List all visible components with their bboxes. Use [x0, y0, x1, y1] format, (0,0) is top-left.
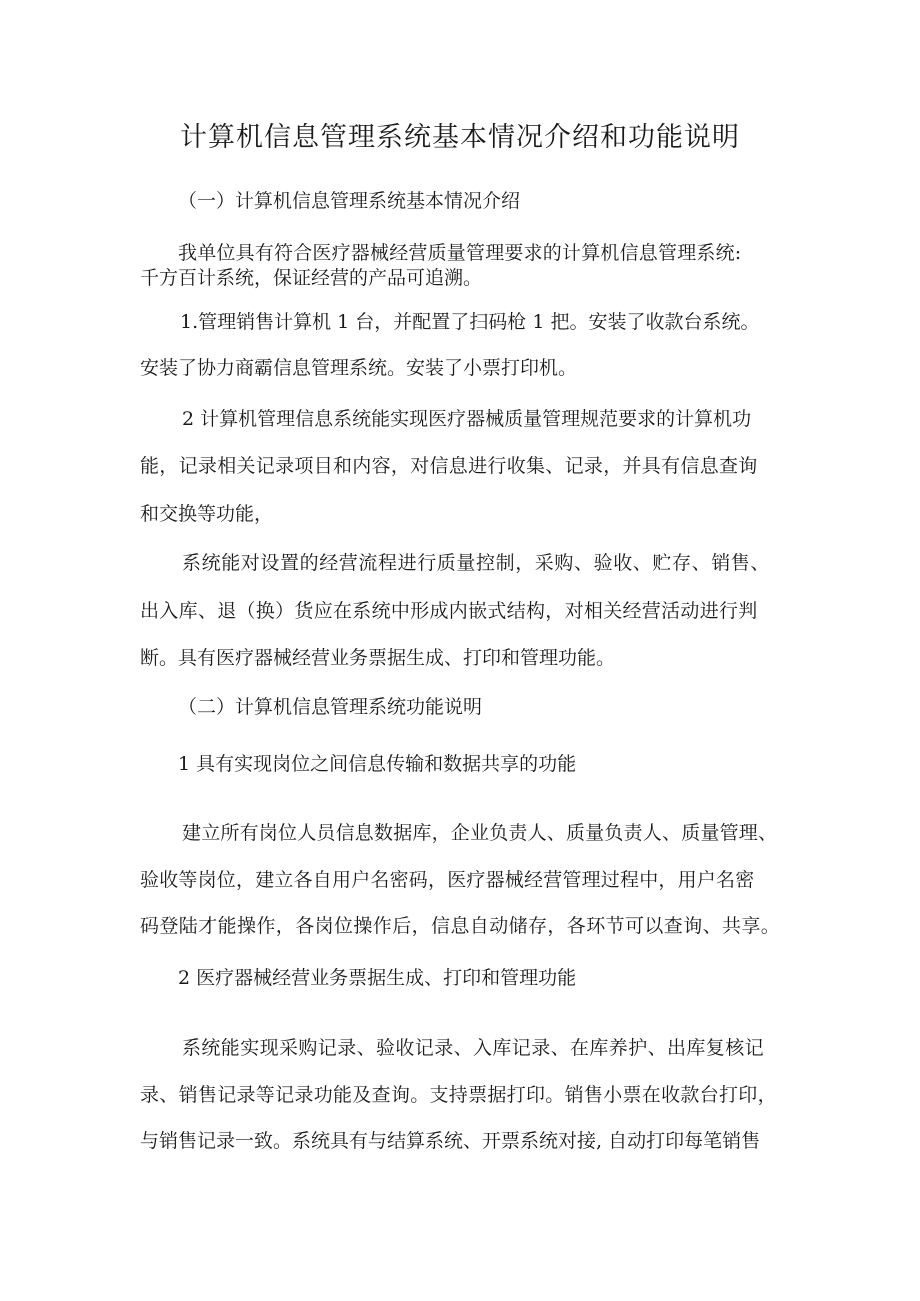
sub-2-body-line-3: 与销售记录一致。系统具有与结算系统、开票系统对接, 自动打印每笔销售: [140, 1130, 761, 1152]
section-2-heading: （二）计算机信息管理系统功能说明: [178, 696, 483, 718]
para-3-line-1: 系统能对设置的经营流程进行质量控制，采购、验收、贮存、销售、: [182, 552, 771, 574]
item-1-line-1: 1.管理销售计算机 1 台，并配置了扫码枪 1 把。安装了收款台系统。: [180, 311, 760, 333]
sub-1-body-line-2: 验收等岗位，建立各自用户名密码，医疗器械经营管理过程中，用户名密: [140, 869, 755, 891]
item-2-line-1: 2 计算机管理信息系统能实现医疗器械质量管理规范要求的计算机功: [182, 408, 752, 430]
sub-1-body-line-3: 码登陆才能操作，各岗位操作后，信息自动储存，各环节可以查询、共享。: [140, 915, 781, 937]
sub-1-heading: 1 具有实现岗位之间信息传输和数据共享的功能: [178, 753, 577, 775]
sub-2-body-line-1: 系统能实现采购记录、验收记录、入库记录、在库养护、出库复核记: [182, 1037, 765, 1059]
para-3-line-3: 断。具有医疗器械经营业务票据生成、打印和管理功能。: [140, 647, 616, 669]
item-2-line-2: 能，记录相关记录项目和内容，对信息进行收集、记录，并具有信息查询: [140, 455, 758, 477]
section-1-heading: （一）计算机信息管理系统基本情况介绍: [178, 190, 521, 212]
item-1-line-2: 安装了协力商霸信息管理系统。安装了小票打印机。: [140, 357, 578, 379]
document-title: 计算机信息管理系统基本情况介绍和功能说明: [180, 122, 740, 153]
sub-2-body-line-2: 录、销售记录等记录功能及查询。支持票据打印。销售小票在收款台打印，: [140, 1084, 777, 1106]
section-1-intro-line-2: 千方百计系统，保证经营的产品可追溯。: [140, 267, 483, 289]
para-3-line-2: 出入库、退（换）货应在系统中形成内嵌式结构，对相关经营活动进行判: [140, 600, 758, 622]
sub-1-body-line-1: 建立所有岗位人员信息数据库，企业负责人、质量负责人、质量管理、: [182, 822, 778, 844]
sub-2-heading: 2 医疗器械经营业务票据生成、打印和管理功能: [178, 967, 577, 989]
section-1-intro-line-1: 我单位具有符合医疗器械经营质量管理要求的计算机信息管理系统:: [178, 242, 742, 264]
item-2-line-3: 和交换等功能，: [140, 503, 274, 525]
